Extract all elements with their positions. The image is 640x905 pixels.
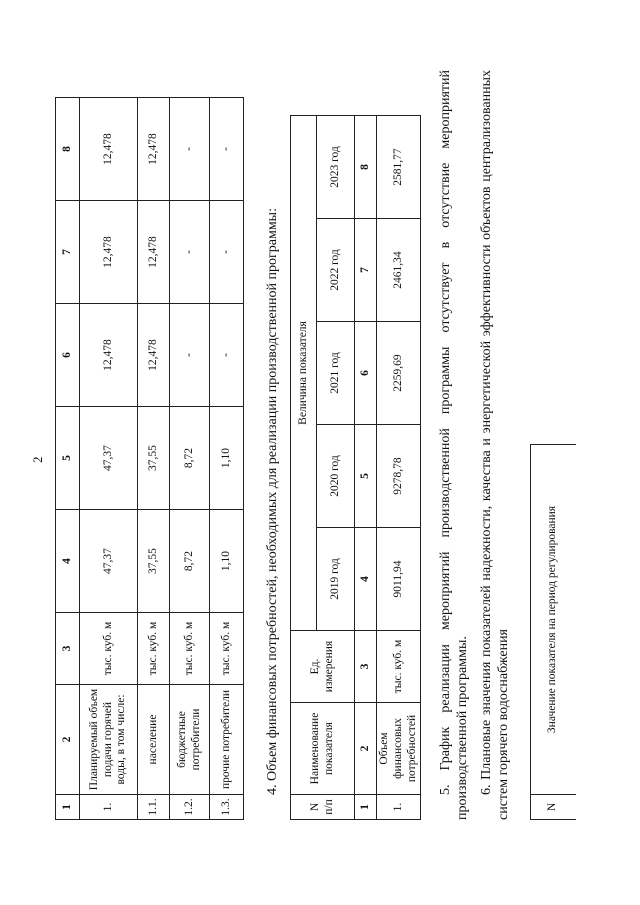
year-header: 2022 год: [317, 219, 355, 322]
cell: 1.1.: [138, 795, 170, 820]
header-cell: 6: [56, 304, 80, 407]
header-cell: 2: [56, 685, 80, 795]
cell: 2259,69: [377, 322, 421, 425]
header-cell: 1: [56, 795, 80, 820]
page-number: 2: [30, 456, 45, 463]
cell: 9011,94: [377, 528, 421, 631]
cell: -: [170, 201, 210, 304]
cell: 1.: [377, 795, 421, 820]
cell: тыс. куб. м: [138, 613, 170, 685]
table-row: [80, 98, 138, 820]
cell: 12,478: [80, 201, 138, 304]
cell: 12,478: [138, 201, 170, 304]
header-cell: 5: [355, 425, 377, 528]
cell: тыс. куб. м: [210, 613, 244, 685]
cell: Объем финансовых потребностей: [377, 703, 421, 795]
cell: прочие потребители: [210, 685, 244, 795]
cell: 47,37: [80, 510, 138, 613]
cell: тыс. куб. м: [80, 613, 138, 685]
cell: -: [210, 304, 244, 407]
table-row: [377, 116, 421, 820]
header-cell: N п/п: [291, 795, 355, 820]
header-cell: Ед. измерения: [291, 631, 355, 703]
cell: Планируемый объем подачи горячей воды, в том числе:: [80, 685, 138, 795]
header-cell: 3: [56, 613, 80, 685]
cell: 1.2.: [170, 795, 210, 820]
cell: -: [210, 201, 244, 304]
cell: -: [170, 98, 210, 201]
cell: 8,72: [170, 407, 210, 510]
cell: 2581,77: [377, 116, 421, 219]
financial-needs-table: [290, 115, 421, 820]
indicators-table: [530, 444, 576, 820]
water-volume-table: [55, 97, 244, 820]
table-row: [170, 98, 210, 820]
header-cell: 8: [355, 116, 377, 219]
cell: бюджетные потребители: [170, 685, 210, 795]
header-cell: 5: [56, 407, 80, 510]
cell: 1,10: [210, 510, 244, 613]
header-cell: 6: [355, 322, 377, 425]
header-cell: 3: [355, 631, 377, 703]
cell: 2461,34: [377, 219, 421, 322]
header-cell: Значение показателя на период регулирования: [531, 445, 576, 795]
section-6-paragraph: 6. Плановые значения показателей надежности, качества и энергетической эффективности объектов централизованных систем горячего водоснабжения: [479, 70, 511, 820]
cell: 9278,78: [377, 425, 421, 528]
header-cell: N: [531, 795, 576, 820]
table-row: [138, 98, 170, 820]
cell: 37,55: [138, 510, 170, 613]
cell: население: [138, 685, 170, 795]
cell: 1.: [80, 795, 138, 820]
year-header: 2020 год: [317, 425, 355, 528]
cell: 37,55: [138, 407, 170, 510]
cell: тыс. куб. м: [377, 631, 421, 703]
header-cell: 8: [56, 98, 80, 201]
cell: 12,478: [138, 98, 170, 201]
header-cell: 7: [56, 201, 80, 304]
year-header: 2021 год: [317, 322, 355, 425]
cell: 1.3.: [210, 795, 244, 820]
section-5-paragraph: 5. График реализации мероприятий производственной программы отсутствует в отсутствие мероприятий производственной программы.: [438, 70, 470, 820]
group-header: Величина показателя: [291, 116, 317, 631]
table-row: [210, 98, 244, 820]
cell: 8,72: [170, 510, 210, 613]
section-4-heading: 4. Объем финансовых потребностей, необходимых для реализации производственной программы:: [265, 208, 280, 795]
header-cell: Наименование показателя: [291, 703, 355, 795]
header-cell: 4: [355, 528, 377, 631]
header-cell: 1: [355, 795, 377, 820]
cell: -: [210, 98, 244, 201]
header-cell: 7: [355, 219, 377, 322]
cell: 1,10: [210, 407, 244, 510]
header-cell: 4: [56, 510, 80, 613]
cell: тыс. куб. м: [170, 613, 210, 685]
cell: 12,478: [80, 98, 138, 201]
cell: 47,37: [80, 407, 138, 510]
cell: -: [170, 304, 210, 407]
header-cell: 2: [355, 703, 377, 795]
cell: 12,478: [138, 304, 170, 407]
year-header: 2019 год: [317, 528, 355, 631]
cell: 12,478: [80, 304, 138, 407]
year-header: 2023 год: [317, 116, 355, 219]
